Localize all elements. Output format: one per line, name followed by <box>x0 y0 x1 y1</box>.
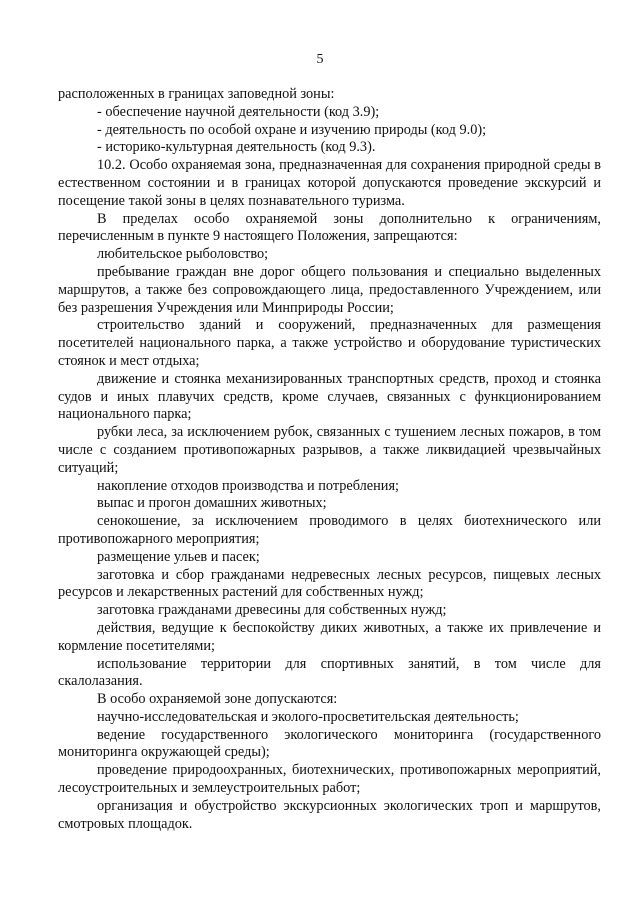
prohibition-item: рубки леса, за исключением рубок, связанных с тушением лесных пожаров, в том числе с созданием противопожарных разрывов, а также ликвидацией чрезвычайных ситуаций; <box>58 424 601 476</box>
prohibition-item: размещение ульев и пасек; <box>97 548 260 565</box>
prohibition-item: выпас и прогон домашних животных; <box>97 495 327 512</box>
permitted-intro: В особо охраняемой зоне допускаются: <box>97 691 338 708</box>
list-item: - историко-культурная деятельность (код 9.3). <box>97 139 376 156</box>
page-number: 5 <box>316 52 324 67</box>
prohibition-item: строительство зданий и сооружений, предназначенных для размещения посетителей национального парка, а также устройство и оборудование туристических стоянок и мест отдыха; <box>58 317 601 369</box>
prohibition-item: заготовка и сбор гражданами недревесных лесных ресурсов, пищевых лесных ресурсов и лекарственных растений для собственных нужд; <box>58 566 601 601</box>
list-item: - деятельность по особой охране и изучению природы (код 9.0); <box>97 121 487 138</box>
prohibitions-intro: В пределах особо охраняемой зоны дополнительно к ограничениям, перечисленным в пункте 9 настоящего Положения, запрещаются: <box>58 210 601 245</box>
paragraph: расположенных в границах заповедной зоны: <box>58 86 335 102</box>
permitted-item: проведение природоохранных, биотехнических, противопожарных мероприятий, лесоустроительных и землеустроительных работ; <box>58 762 601 797</box>
document-body <box>58 86 601 833</box>
prohibition-item: заготовка гражданами древесины для собственных нужд; <box>97 602 447 619</box>
prohibition-item: накопление отходов производства и потребления; <box>97 477 400 494</box>
permitted-item: научно-исследовательская и эколого-просветительская деятельность; <box>97 708 519 725</box>
section-10-2-paragraph: 10.2. Особо охраняемая зона, предназначенная для сохранения природной среды в естественном состоянии и в границах которой допускаются проведение экскурсий и посещение такой зоны в целях познавательного туризма. <box>58 157 601 209</box>
prohibition-item: сенокошение, за исключением проводимого в целях биотехнического или противопожарного мероприятия; <box>58 513 601 547</box>
prohibition-item: пребывание граждан вне дорог общего пользования и специально выделенных маршрутов, а также без сопровождающего лица, предоставленного Учреждением, или без разрешения Учреждения или Минприроды России; <box>58 263 601 316</box>
list-item: - обеспечение научной деятельности (код 3.9); <box>97 103 380 120</box>
permitted-item: организация и обустройство экскурсионных экологических троп и маршрутов, смотровых площадок. <box>58 797 601 832</box>
prohibition-item: любительское рыболовство; <box>97 246 269 263</box>
prohibition-item: использование территории для спортивных занятий, в том числе для скалолазания. <box>58 655 601 690</box>
prohibition-item: движение и стоянка механизированных транспортных средств, проход и стоянка судов и иных плавучих средств, кроме случаев, связанных с функционированием национального парка; <box>58 370 601 423</box>
prohibition-item: действия, ведущие к беспокойству диких животных, а также их привлечение и кормление посетителями; <box>58 619 601 654</box>
permitted-item: ведение государственного экологического мониторинга (государственного мониторинга окружающей среды); <box>58 726 601 761</box>
